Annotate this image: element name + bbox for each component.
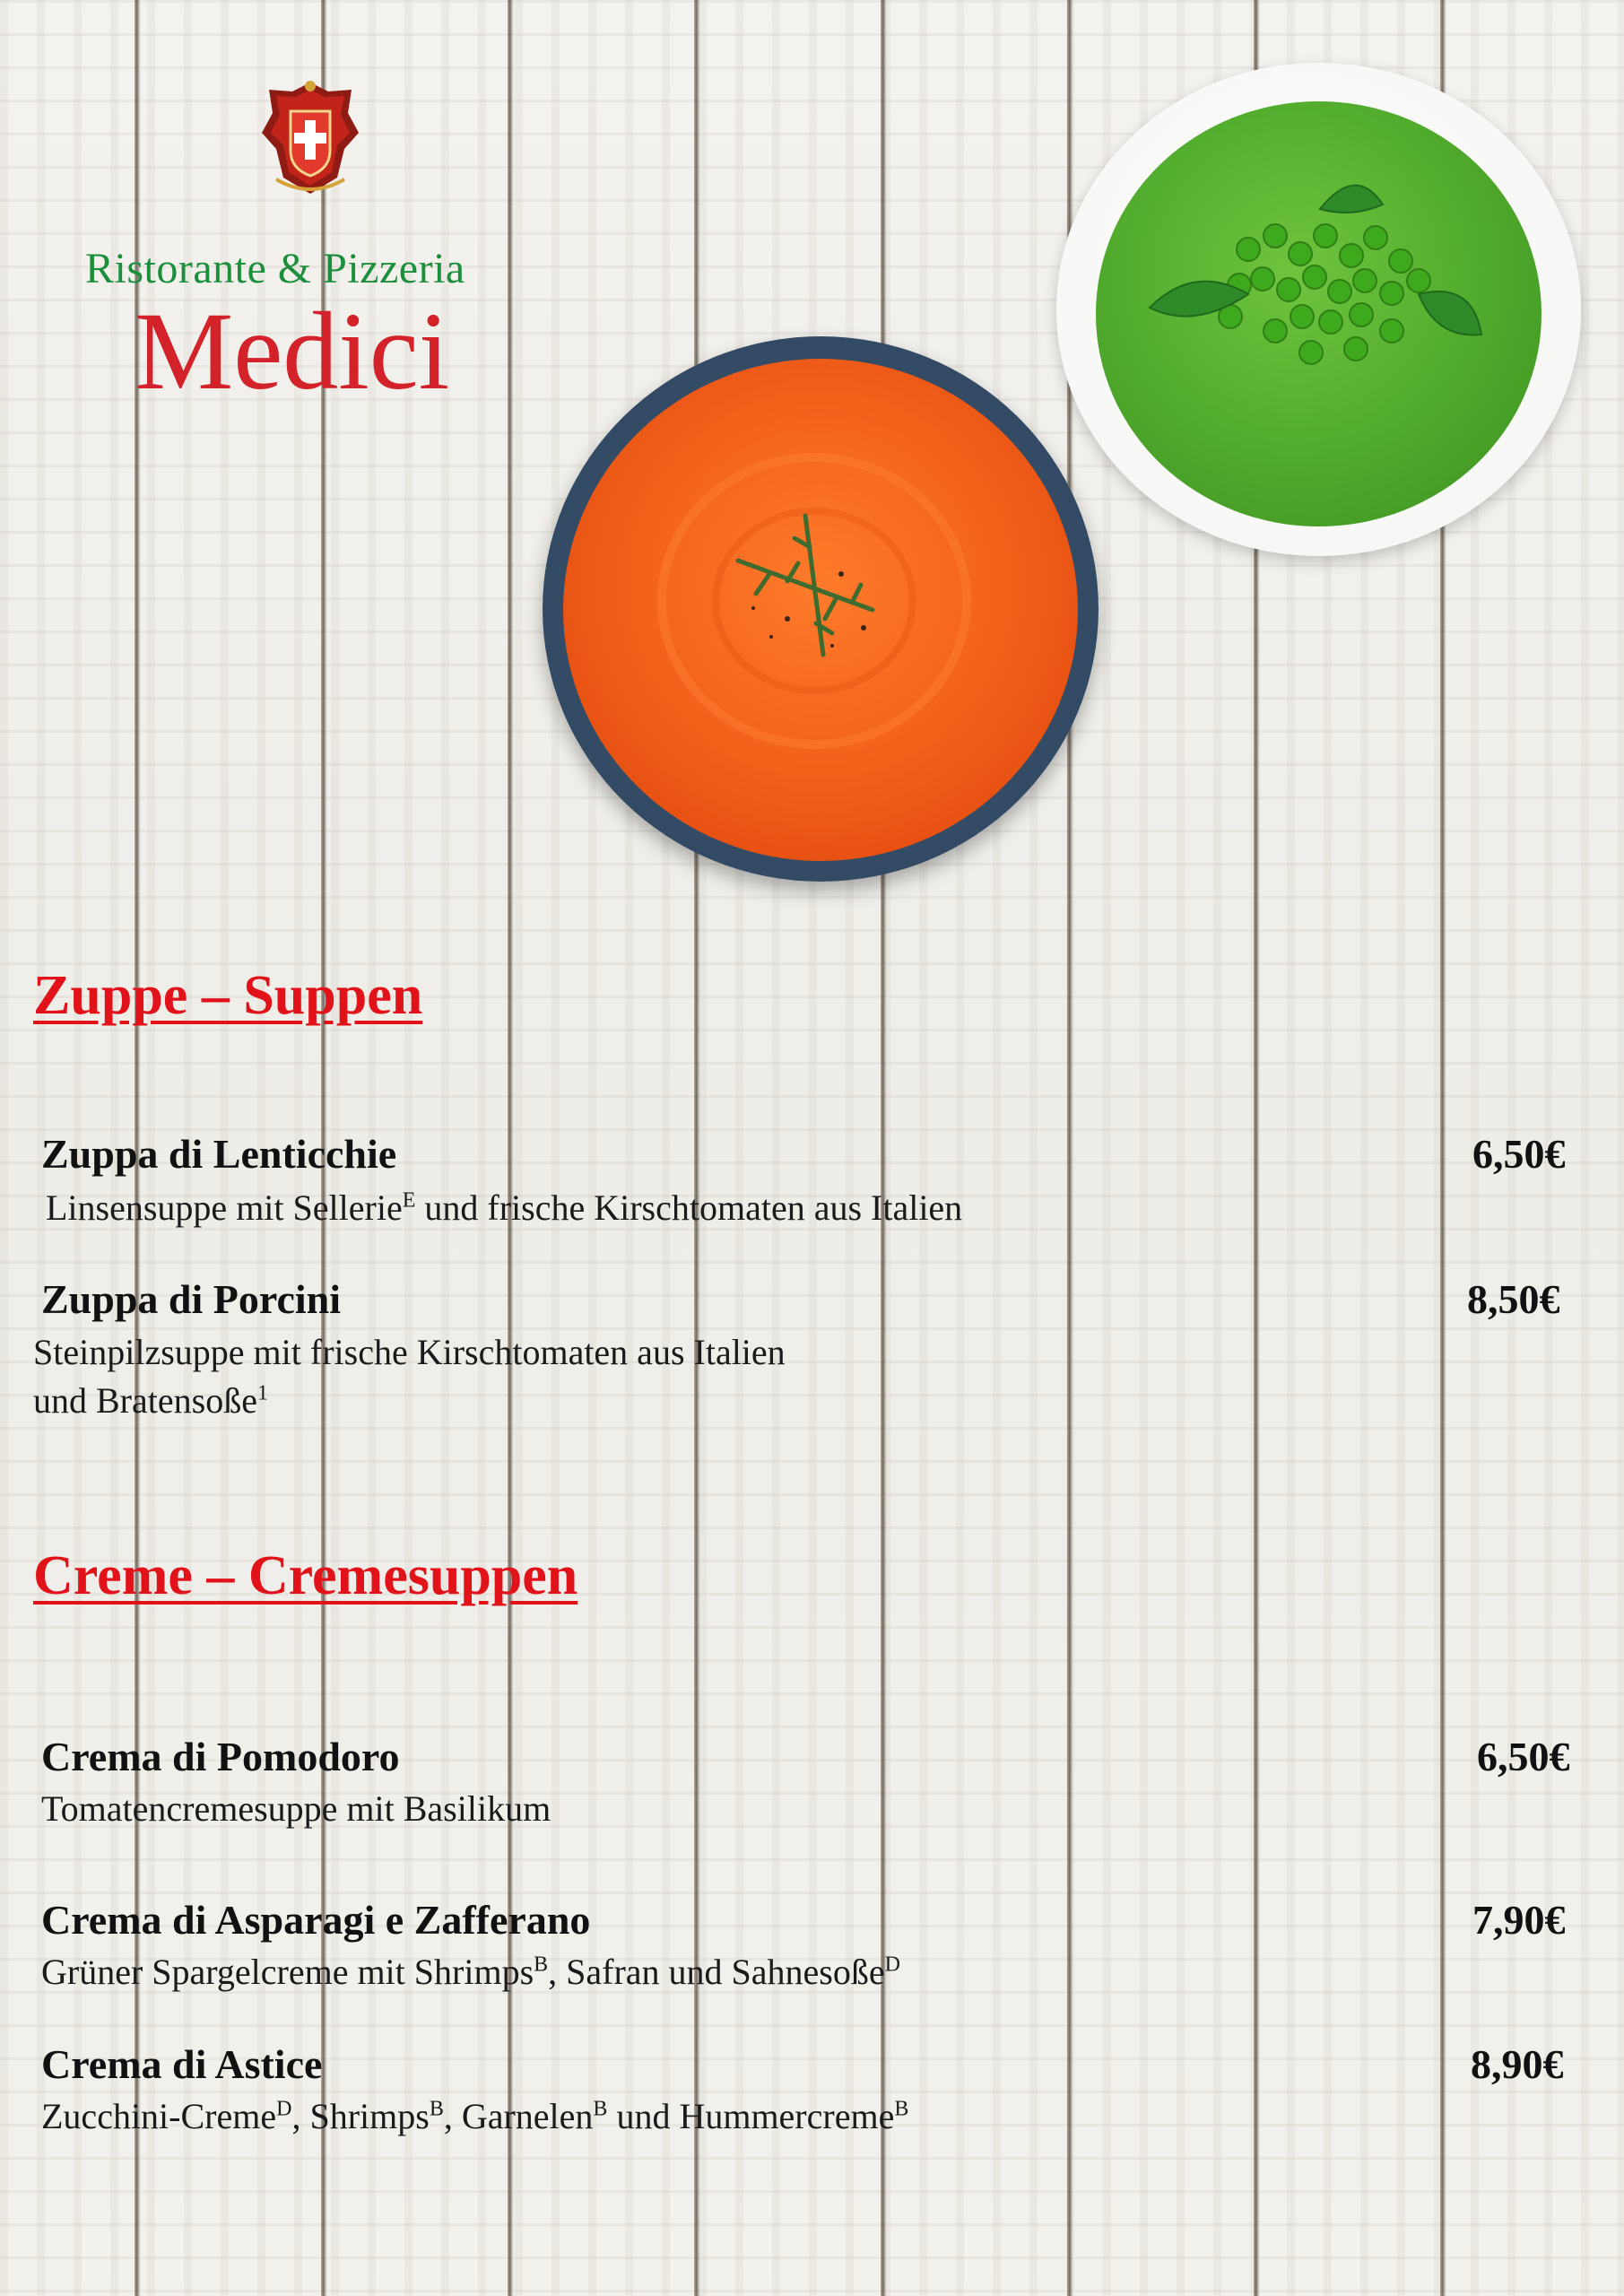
item-price-crema-di-pomodoro: 6,50€ [1477,1734,1570,1779]
allergen-mark: B [429,2097,444,2121]
rosemary-garnish-icon [563,359,1078,861]
item-desc-crema-di-asparagi-e-zafferano: Grüner Spargelcreme mit Shrimps$^B$, Safran und Sahnesoße$^D$ [41,1952,900,1992]
allergen-mark: E [402,1188,416,1213]
item-name-crema-di-astice: Crema di Astice [41,2041,323,2087]
allergen-mark: B [593,2097,608,2121]
item-price-zuppa-di-porcini: 8,50€ [1467,1276,1560,1322]
peas-garnish-icon [1096,101,1541,526]
allergen-mark: 1 [256,1381,268,1405]
item-price-crema-di-asparagi-e-zafferano: 7,90€ [1472,1897,1566,1943]
allergen-mark: B [534,1952,549,1977]
allergen-mark: B [894,2097,909,2121]
item-desc-crema-di-astice: Zucchini-Creme$^D$, Shrimps$^B$, Garnelen$^B$ und Hummercreme$^B$ [41,2096,909,2136]
crest-logo-icon [258,79,362,200]
brand-subtitle: Ristorante & Pizzeria [85,245,465,292]
item-name-zuppa-di-lenticchie: Zuppa di Lenticchie [41,1131,397,1177]
brand-title: Medici [135,290,450,413]
allergen-mark: D [884,1952,900,1977]
allergen-mark: D [276,2097,292,2121]
section-title-zuppe: Zuppe – Suppen [33,965,423,1026]
item-name-crema-di-asparagi-e-zafferano: Crema di Asparagi e Zafferano [41,1897,591,1943]
item-name-crema-di-pomodoro: Crema di Pomodoro [41,1734,400,1779]
item-price-crema-di-astice: 8,90€ [1471,2041,1564,2087]
item-desc-zuppa-di-lenticchie: Linsensuppe mit Sellerie$^E$ und frische Kirschtomaten aus Italien [46,1187,963,1228]
item-price-zuppa-di-lenticchie: 6,50€ [1472,1131,1566,1177]
item-desc-zuppa-di-porcini: Steinpilzsuppe mit frische Kirschtomaten aus Italien und Bratensoße$^1$ [33,1332,786,1421]
item-desc-crema-di-pomodoro: Tomatencremesuppe mit Basilikum [41,1788,551,1829]
section-title-creme: Creme – Cremesuppen [33,1545,578,1606]
item-name-zuppa-di-porcini: Zuppa di Porcini [41,1276,342,1322]
